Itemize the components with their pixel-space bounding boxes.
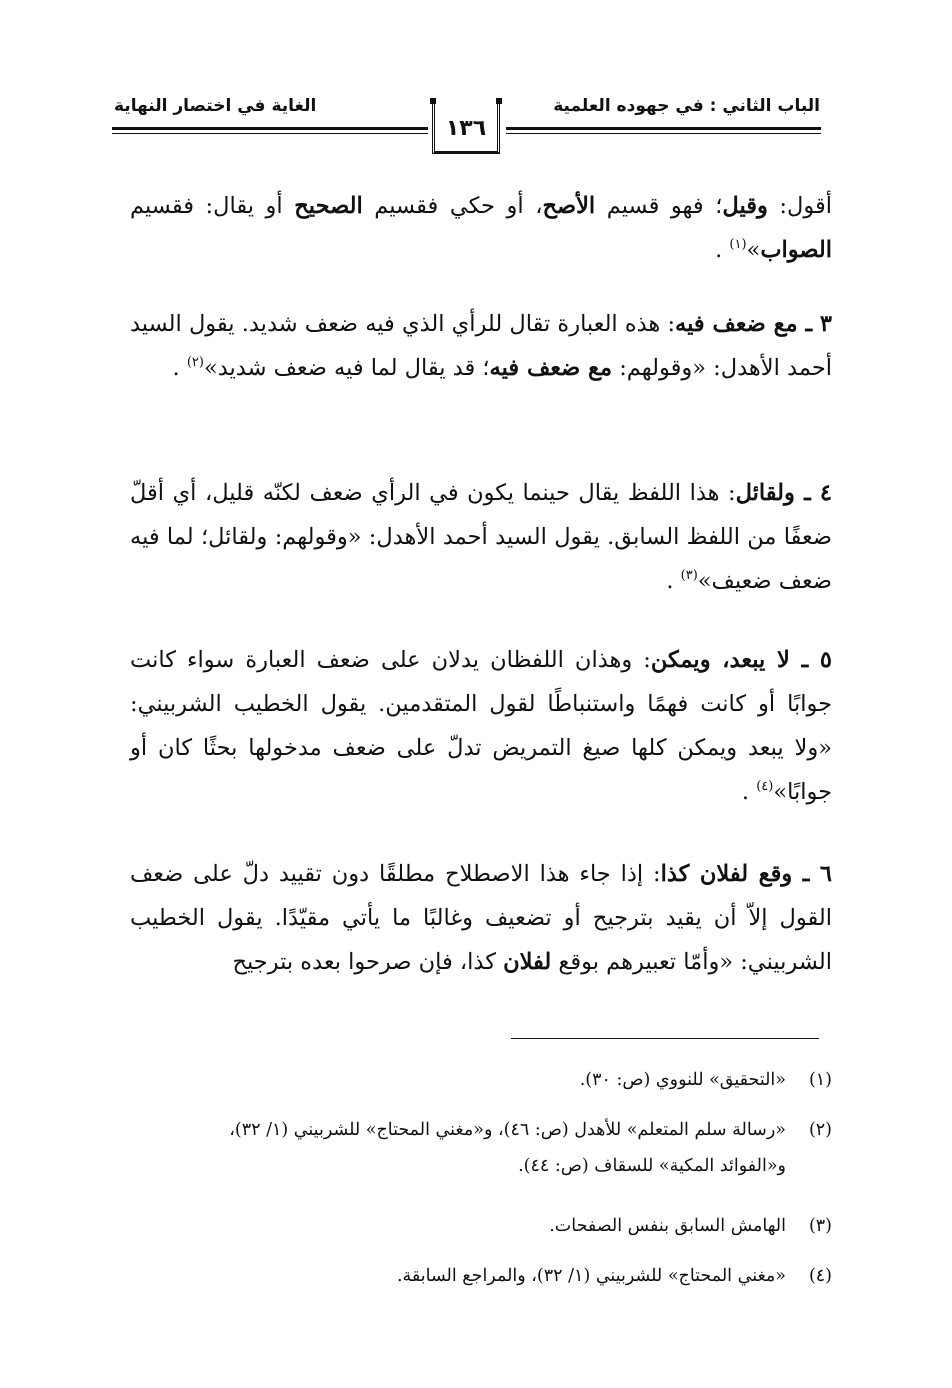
- bold-term: وقيل: [722, 193, 768, 219]
- bold-term: ٤ ـ ولقائل: [735, 480, 832, 506]
- bold-term: ٦ ـ وقع لفلان كذا: [660, 861, 833, 887]
- footnote-4: [132, 1258, 832, 1294]
- bold-term: ٣ ـ مع ضعف فيه: [675, 311, 833, 337]
- footnote-3: [132, 1208, 832, 1244]
- text-run: : وهذان اللفظان يدلان على ضعف العبارة سواء كانت جوابًا أو كانت فهمًا واستنباطًا لقول المتقدمين. يقول الخطيب الشربيني: «ولا يبعد ويمكن كلها صيغ التمريض تدلّ على ضعف مدخولها بحثًا كان أو جوابًا»: [130, 647, 832, 805]
- paragraph-5-item-6: [130, 852, 832, 984]
- header-rule-left-top: [112, 127, 428, 130]
- footnote-2: [132, 1112, 832, 1184]
- running-header-book-title: الغاية في اختصار النهاية: [114, 96, 317, 116]
- bold-term: ٥ ـ لا يبعد، ويمكن: [650, 647, 832, 673]
- footnote-reference: (٤): [756, 779, 774, 794]
- text-run: »: [746, 237, 761, 263]
- footnote-reference: (١): [729, 237, 747, 252]
- text-run: ، أو حكي فقسيم: [362, 193, 543, 219]
- page-number-frame: [432, 104, 500, 154]
- text-run: أقول:: [767, 193, 832, 219]
- running-header-chapter: الباب الثاني : في جهوده العلمية: [553, 96, 820, 116]
- bold-term: الصحيح: [294, 193, 363, 219]
- bold-term: الصواب: [760, 237, 832, 263]
- footnote-number: (٣): [808, 1216, 832, 1236]
- header-rule-left-bottom: [112, 133, 428, 134]
- text-run: : هذا اللفظ يقال حينما يكون في الرأي ضعف لكنّه قليل، أي أقلّ ضعفًا من اللفظ السابق. يقول السيد أحمد الأهدل: «وقولهم: ولقائل؛ لما فيه ضعف ضعيف»: [130, 480, 832, 594]
- footnote-text: «التحقيق» للنووي (ص: ٣٠).: [579, 1070, 786, 1090]
- text-run: : إذا جاء هذا الاصطلاح مطلقًا دون تقييد دلّ على ضعف القول إلاّ أن يقيد بترجيح أو تضعيف وغالبًا ما يأتي مقيّدًا. يقول الخطيب الشربيني: «وأمّا تعبيرهم بوقع: [130, 861, 832, 975]
- footnote-reference: (٢): [186, 355, 204, 370]
- footnote-number: (١): [808, 1070, 832, 1090]
- paragraph-2-item-3: [130, 302, 832, 390]
- footnote-number: (٤): [808, 1266, 832, 1286]
- sentence-end: .: [172, 355, 187, 381]
- sentence-end: .: [715, 237, 730, 263]
- footnote-number: (٢): [808, 1120, 832, 1140]
- footnote-reference: (٣): [680, 568, 698, 583]
- paragraph-4-item-5: [130, 638, 832, 814]
- text-run: ؛ فهو قسيم: [595, 193, 723, 219]
- footnote-text: «مغني المحتاج» للشربيني (١/ ٣٢)، والمراجع السابقة.: [396, 1266, 786, 1286]
- header-rule-right-top: [506, 127, 821, 130]
- header-rule-right-bottom: [506, 133, 821, 134]
- footnote-text: «رسالة سلم المتعلم» للأهدل (ص: ٤٦)، و«مغني المحتاج» للشربيني (١/ ٣٢)،: [229, 1120, 786, 1140]
- text-run: ؛ قد يقال لما فيه ضعف شديد»: [203, 355, 490, 381]
- sentence-end: .: [741, 779, 757, 805]
- text-run: كذا، فإن صرحوا بعده بترجيح: [232, 949, 504, 975]
- footnote-text: الهامش السابق بنفس الصفحات.: [549, 1216, 786, 1236]
- page-number: ١٣٦: [445, 116, 487, 141]
- footnote-text-continuation: و«الفوائد المكية» للسقاف (ص: ٤٤).: [518, 1156, 786, 1176]
- footnote-1: [132, 1062, 832, 1098]
- bold-term: الأصح: [542, 193, 596, 219]
- sentence-end: .: [666, 568, 681, 594]
- bold-term: لفلان: [503, 949, 552, 975]
- footnote-separator: [511, 1038, 819, 1039]
- text-run: أو يقال: فقسيم: [130, 193, 295, 219]
- text-run: : هذه العبارة تقال للرأي الذي فيه ضعف شديد. يقول السيد أحمد الأهدل: «وقولهم:: [130, 311, 832, 381]
- paragraph-1: [130, 184, 832, 272]
- bold-term: مع ضعف فيه: [489, 355, 613, 381]
- paragraph-3-item-4: [130, 471, 832, 603]
